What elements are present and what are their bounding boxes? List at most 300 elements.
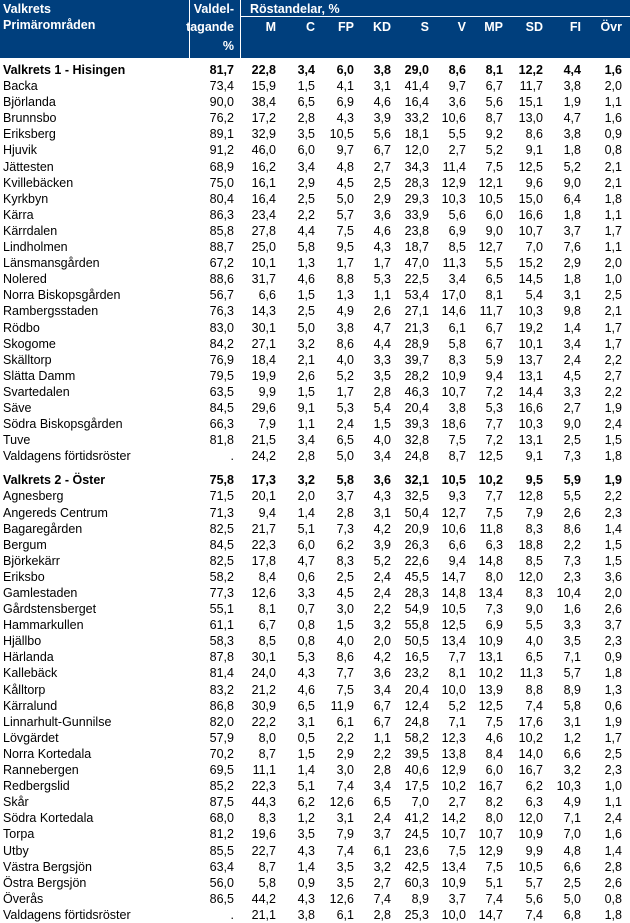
vote-share-value: 6,0 — [336, 63, 354, 77]
vote-share-value: 11,8 — [479, 521, 503, 536]
vote-share-value: 1,5 — [373, 417, 391, 432]
vote-share-value: 5,8 — [258, 875, 276, 890]
vote-share-value: 2,7 — [448, 795, 466, 810]
vote-share-value: 4,5 — [563, 368, 581, 383]
vote-share-value: 4,1 — [336, 79, 354, 94]
vote-share-value: 6,1 — [336, 714, 354, 729]
vote-share-value: 3,1 — [373, 505, 391, 520]
vote-share-value: 6,3 — [525, 795, 543, 810]
vote-share-value: 12,7 — [478, 240, 503, 255]
vote-share-value: 18,7 — [404, 240, 429, 255]
area-name: Hjuvik — [3, 143, 38, 158]
turnout-value: 84,2 — [209, 336, 234, 351]
vote-share-value: 5,6 — [485, 95, 503, 110]
vote-share-value: 18,1 — [404, 127, 429, 142]
vote-share-value: 10,1 — [518, 336, 543, 351]
vote-share-value: 6,1 — [336, 907, 354, 922]
vote-share-value: 10,7 — [441, 827, 466, 842]
vote-shares-title: Röstandelar, % — [250, 2, 340, 16]
vote-share-value: 9,2 — [485, 127, 503, 142]
vote-share-value: 6,7 — [485, 320, 503, 335]
table-row — [0, 633, 630, 649]
vote-share-value: 9,9 — [525, 843, 543, 858]
vote-share-value: 3,4 — [373, 779, 391, 794]
vote-share-value: 6,0 — [297, 537, 315, 552]
vote-share-value: 1,1 — [373, 288, 391, 303]
vote-share-value: 3,6 — [373, 666, 391, 681]
vote-share-value: 9,1 — [525, 449, 543, 464]
vote-share-value: 28,3 — [404, 586, 429, 600]
vote-share-value: 3,6 — [373, 207, 391, 222]
vote-share-value: 6,6 — [563, 746, 581, 761]
vote-share-value: 9,3 — [448, 489, 466, 504]
table-row — [0, 320, 630, 336]
area-name: Södra Biskopsgården — [3, 417, 123, 432]
vote-share-value: 3,4 — [373, 449, 391, 464]
vote-share-value: 9,4 — [485, 368, 503, 383]
vote-share-value: 9,1 — [297, 400, 315, 415]
vote-share-value: 7,0 — [411, 795, 429, 810]
vote-share-value: 30,9 — [251, 698, 276, 713]
vote-share-value: 17,8 — [251, 553, 276, 568]
table-row — [0, 698, 630, 714]
vote-share-value: 8,1 — [258, 602, 276, 617]
vote-share-value: 14,3 — [251, 304, 276, 319]
vote-share-value: 12,5 — [478, 698, 503, 713]
vote-share-value: 3,1 — [373, 79, 391, 94]
vote-share-value: 0,8 — [604, 891, 622, 906]
vote-share-value: 10,2 — [478, 473, 503, 488]
vote-share-value: 2,5 — [297, 191, 315, 206]
party-header: M — [265, 20, 276, 34]
turnout-value: 76,3 — [209, 304, 234, 319]
area-name: Utby — [3, 843, 29, 858]
vote-share-value: 1,7 — [604, 730, 622, 745]
vote-share-value: 8,3 — [336, 553, 354, 568]
vote-share-value: 3,1 — [336, 811, 354, 826]
area-name: Valkrets 2 - Öster — [3, 473, 106, 488]
vote-share-value: 3,5 — [336, 859, 354, 874]
vote-share-value: 1,7 — [336, 384, 354, 399]
turnout-value: 82,5 — [209, 553, 234, 568]
vote-share-value: 42,5 — [404, 859, 429, 874]
vote-share-value: 9,0 — [563, 417, 581, 432]
turnout-value: 87,5 — [209, 795, 234, 810]
vote-share-value: 3,0 — [336, 763, 354, 778]
vote-share-value: 58,2 — [404, 730, 429, 745]
vote-share-value: 7,1 — [448, 714, 466, 729]
vote-share-value: 24,0 — [251, 666, 276, 681]
party-header: MP — [484, 20, 503, 34]
vote-share-value: 15,0 — [518, 191, 543, 206]
party-header: KD — [372, 20, 391, 34]
vote-share-value: 5,2 — [448, 698, 466, 713]
vote-share-value: 22,6 — [404, 553, 429, 568]
vote-share-value: 41,4 — [404, 79, 429, 94]
table-row — [0, 191, 630, 207]
vote-share-value: 1,5 — [604, 537, 622, 552]
party-header: S — [420, 20, 429, 34]
vote-share-value: 7,5 — [485, 714, 503, 729]
vote-share-value: 10,9 — [478, 634, 503, 649]
vote-share-value: 12,9 — [441, 175, 466, 190]
col-turnout-unit: % — [222, 39, 234, 53]
vote-share-value: 3,7 — [373, 827, 391, 842]
turnout-value: 91,2 — [209, 143, 234, 158]
vote-share-value: 4,6 — [373, 95, 391, 110]
vote-share-value: 6,7 — [485, 79, 503, 94]
table-row — [0, 488, 630, 504]
vote-share-value: 7,4 — [485, 891, 503, 906]
turnout-value: 83,2 — [209, 682, 234, 697]
table-row — [0, 400, 630, 416]
area-name: Norra Kortedala — [3, 746, 92, 761]
vote-share-value: 8,5 — [448, 240, 466, 255]
table-row — [0, 448, 630, 464]
vote-share-value: 8,0 — [258, 730, 276, 745]
vote-share-value: 12,3 — [441, 730, 466, 745]
vote-share-value: 24,8 — [404, 714, 429, 729]
vote-share-value: 16,7 — [478, 779, 503, 794]
vote-share-value: 47,0 — [404, 256, 429, 271]
vote-share-value: 3,3 — [563, 384, 581, 399]
vote-share-value: 8,4 — [485, 746, 503, 761]
vote-share-value: 29,6 — [251, 400, 276, 415]
vote-share-value: 13,4 — [478, 586, 503, 600]
area-name: Bagaregården — [3, 521, 83, 536]
table-row — [0, 730, 630, 746]
turnout-value: 81,7 — [209, 63, 234, 77]
vote-share-value: 2,8 — [373, 384, 391, 399]
table-row — [0, 762, 630, 778]
turnout-value: 63,5 — [209, 384, 234, 399]
vote-share-value: 15,9 — [251, 79, 276, 94]
table-row — [0, 665, 630, 681]
vote-share-value: 6,7 — [373, 143, 391, 158]
vote-share-value: 15,1 — [518, 95, 543, 110]
area-name: Nolered — [3, 272, 47, 287]
vote-share-value: 16,2 — [251, 159, 276, 174]
vote-share-value: 7,4 — [336, 843, 354, 858]
vote-share-value: 27,8 — [251, 223, 276, 238]
vote-share-value: 40,6 — [404, 763, 429, 778]
vote-share-value: 13,9 — [478, 682, 503, 697]
vote-share-value: 32,5 — [404, 489, 429, 504]
turnout-value: 90,0 — [209, 95, 234, 110]
turnout-value: 87,8 — [209, 650, 234, 665]
table-row — [0, 110, 630, 126]
table-row — [0, 159, 630, 175]
vote-share-value: 2,8 — [604, 859, 622, 874]
vote-share-value: 18,6 — [441, 417, 466, 432]
vote-share-value: 10,6 — [441, 521, 466, 536]
vote-share-value: 8,3 — [525, 586, 543, 600]
vote-share-value: 16,4 — [251, 191, 276, 206]
vote-share-value: 2,5 — [604, 746, 622, 761]
vote-share-value: 44,2 — [251, 891, 276, 906]
vote-share-value: 6,0 — [485, 763, 503, 778]
area-name: Tuve — [3, 433, 31, 448]
vote-share-value: 5,3 — [297, 650, 315, 665]
vote-share-value: 4,5 — [336, 586, 354, 600]
vote-share-value: 7,9 — [525, 505, 543, 520]
vote-share-value: 16,1 — [251, 175, 276, 190]
vote-share-value: 22,7 — [251, 843, 276, 858]
vote-share-value: 13,4 — [441, 634, 466, 649]
vote-share-value: 2,0 — [604, 79, 622, 94]
area-name: Kvillebäcken — [3, 175, 74, 190]
table-row — [0, 714, 630, 730]
vote-share-value: 28,3 — [404, 175, 429, 190]
vote-share-value: 1,9 — [563, 95, 581, 110]
vote-share-value: 9,4 — [448, 553, 466, 568]
vote-share-value: 7,5 — [448, 843, 466, 858]
vote-share-value: 1,1 — [604, 95, 622, 110]
vote-share-value: 9,7 — [448, 79, 466, 94]
vote-share-value: 1,6 — [604, 827, 622, 842]
table-row — [0, 432, 630, 448]
vote-share-value: 15,2 — [518, 256, 543, 271]
vote-share-value: 31,7 — [251, 272, 276, 287]
table-row — [0, 843, 630, 859]
vote-share-value: 4,4 — [563, 63, 581, 77]
vote-share-value: 39,3 — [404, 417, 429, 432]
vote-share-value: 7,5 — [485, 159, 503, 174]
vote-share-value: 3,7 — [604, 618, 622, 633]
table-row — [0, 287, 630, 303]
vote-share-value: 20,1 — [251, 489, 276, 504]
vote-share-value: 2,3 — [604, 634, 622, 649]
vote-share-value: 2,2 — [336, 730, 354, 745]
vote-share-value: 2,6 — [373, 304, 391, 319]
turnout-value: 56,0 — [209, 875, 234, 890]
vote-share-value: 8,1 — [485, 63, 503, 77]
vote-share-value: 10,2 — [478, 666, 503, 681]
vote-share-value: 22,3 — [251, 537, 276, 552]
turnout-value: 85,5 — [209, 843, 234, 858]
area-name: Lindholmen — [3, 240, 68, 255]
vote-share-value: 18,8 — [518, 537, 543, 552]
vote-share-value: 21,3 — [404, 320, 429, 335]
vote-share-value: 1,0 — [604, 779, 622, 794]
table-row — [0, 175, 630, 191]
vote-share-value: 2,6 — [563, 505, 581, 520]
vote-share-value: 12,5 — [518, 159, 543, 174]
vote-share-value: 12,7 — [441, 505, 466, 520]
vote-share-value: 5,1 — [485, 875, 503, 890]
vote-share-value: 2,7 — [563, 400, 581, 415]
vote-share-value: 5,8 — [448, 336, 466, 351]
area-name: Jättesten — [3, 159, 54, 174]
vote-share-value: 4,8 — [336, 159, 354, 174]
vote-share-value: 17,3 — [251, 473, 276, 488]
area-name: Bergum — [3, 537, 47, 552]
vote-share-value: 8,5 — [258, 634, 276, 649]
vote-share-value: 10,9 — [518, 827, 543, 842]
vote-share-value: 5,9 — [485, 352, 503, 367]
vote-share-value: 9,0 — [525, 602, 543, 617]
area-name: Skogome — [3, 336, 56, 351]
turnout-value: 86,5 — [209, 891, 234, 906]
vote-share-value: 1,6 — [604, 111, 622, 126]
vote-share-value: 2,7 — [373, 159, 391, 174]
vote-share-value: 7,4 — [525, 907, 543, 922]
vote-share-value: 5,5 — [448, 127, 466, 142]
table-row — [0, 810, 630, 826]
vote-share-value: 10,4 — [556, 586, 581, 600]
vote-share-value: 2,4 — [373, 569, 391, 584]
turnout-value: 81,8 — [209, 433, 234, 448]
vote-share-value: 44,3 — [251, 795, 276, 810]
vote-share-value: 10,6 — [441, 111, 466, 126]
vote-share-value: 14,8 — [441, 586, 466, 600]
turnout-value: 85,2 — [209, 779, 234, 794]
vote-share-value: 5,3 — [485, 400, 503, 415]
vote-share-value: 13,1 — [478, 650, 503, 665]
vote-share-value: 2,1 — [297, 352, 315, 367]
vote-share-value: 1,7 — [604, 336, 622, 351]
vote-share-value: 10,3 — [518, 304, 543, 319]
vote-share-value: 7,7 — [485, 489, 503, 504]
turnout-value: 58,2 — [209, 569, 234, 584]
turnout-value: 83,0 — [209, 320, 234, 335]
table-row — [0, 384, 630, 400]
vote-share-value: 19,2 — [518, 320, 543, 335]
vote-share-value: 12,9 — [441, 763, 466, 778]
vote-share-value: 10,5 — [329, 127, 354, 142]
vote-share-value: 1,3 — [336, 288, 354, 303]
turnout-value: 89,1 — [209, 127, 234, 142]
vote-share-value: 1,8 — [563, 207, 581, 222]
vote-share-value: 4,0 — [336, 634, 354, 649]
vote-share-value: 24,5 — [404, 827, 429, 842]
vote-share-value: 4,9 — [336, 304, 354, 319]
vote-share-value: 2,8 — [373, 763, 391, 778]
vote-share-value: 1,4 — [604, 521, 622, 536]
vote-share-value: 3,3 — [373, 352, 391, 367]
vote-share-value: 1,5 — [297, 288, 315, 303]
vote-share-value: 3,8 — [563, 127, 581, 142]
vote-share-value: 32,1 — [404, 473, 429, 488]
party-header: FI — [569, 20, 581, 34]
vote-share-value: 22,3 — [251, 779, 276, 794]
vote-share-value: 3,4 — [373, 682, 391, 697]
vote-share-value: 9,5 — [525, 473, 543, 488]
vote-share-value: 18,4 — [251, 352, 276, 367]
area-name: Gamlestaden — [3, 586, 78, 600]
vote-share-value: 8,0 — [485, 569, 503, 584]
vote-share-value: 50,4 — [404, 505, 429, 520]
vote-share-value: 13,4 — [441, 859, 466, 874]
vote-share-value: 9,4 — [258, 505, 276, 520]
vote-share-value: 10,5 — [441, 473, 466, 488]
vote-share-value: 5,0 — [336, 449, 354, 464]
vote-share-value: 5,2 — [485, 143, 503, 158]
vote-share-value: 6,9 — [485, 618, 503, 633]
area-name: Rambergsstaden — [3, 304, 99, 319]
table-row — [0, 746, 630, 762]
district-total-row — [0, 62, 630, 78]
vote-share-value: 1,8 — [604, 666, 622, 681]
area-name: Kålltorp — [3, 682, 46, 697]
vote-share-value: 19,6 — [251, 827, 276, 842]
vote-share-value: 28,2 — [404, 368, 429, 383]
area-name: Hammarkullen — [3, 618, 84, 633]
vote-share-value: 8,6 — [525, 127, 543, 142]
vote-share-value: 2,6 — [297, 368, 315, 383]
vote-share-value: 7,1 — [563, 811, 581, 826]
area-name: Björkekärr — [3, 553, 60, 568]
vote-share-value: 25,3 — [404, 907, 429, 922]
area-name: Slätta Damm — [3, 368, 76, 383]
vote-share-value: 3,0 — [336, 602, 354, 617]
vote-share-value: 1,9 — [604, 473, 622, 488]
vote-share-value: 46,3 — [404, 384, 429, 399]
vote-share-value: 2,8 — [297, 449, 315, 464]
vote-share-value: 10,1 — [251, 256, 276, 271]
turnout-value: 63,4 — [209, 859, 234, 874]
vote-share-value: 53,4 — [404, 288, 429, 303]
vote-share-value: 3,7 — [336, 489, 354, 504]
vote-share-value: 3,6 — [448, 95, 466, 110]
table-row — [0, 239, 630, 255]
vote-share-value: 4,7 — [297, 553, 315, 568]
vote-share-value: 7,3 — [563, 553, 581, 568]
vote-share-value: 3,2 — [563, 763, 581, 778]
vote-share-value: 4,9 — [563, 795, 581, 810]
vote-share-value: 8,3 — [258, 811, 276, 826]
vote-share-value: 10,0 — [441, 682, 466, 697]
vote-share-value: 3,5 — [563, 634, 581, 649]
table-row — [0, 336, 630, 352]
vote-share-value: 10,3 — [518, 417, 543, 432]
vote-share-value: 5,5 — [485, 256, 503, 271]
area-name: Valdagens förtidsröster — [3, 907, 131, 922]
vote-share-value: 1,7 — [604, 223, 622, 238]
vote-share-value: 1,2 — [563, 730, 581, 745]
vote-share-value: 4,6 — [297, 682, 315, 697]
vote-share-value: 3,4 — [297, 159, 315, 174]
vote-share-value: 7,0 — [525, 240, 543, 255]
vote-share-value: 29,3 — [404, 191, 429, 206]
turnout-value: 56,7 — [209, 288, 234, 303]
vote-share-value: 21,2 — [251, 682, 276, 697]
header-divider — [240, 0, 241, 58]
vote-share-value: 5,3 — [373, 272, 391, 287]
vote-share-value: 5,5 — [563, 489, 581, 504]
area-name: Rödbo — [3, 320, 40, 335]
vote-share-value: 20,4 — [404, 682, 429, 697]
vote-share-value: 5,8 — [336, 473, 354, 488]
vote-share-value: 13,8 — [441, 746, 466, 761]
vote-share-value: 14,5 — [518, 272, 543, 287]
vote-share-value: 4,3 — [297, 666, 315, 681]
turnout-value: 84,5 — [209, 537, 234, 552]
vote-share-value: 8,9 — [411, 891, 429, 906]
vote-share-value: 6,5 — [485, 272, 503, 287]
turnout-value: 84,5 — [209, 400, 234, 415]
vote-share-value: 2,5 — [336, 569, 354, 584]
vote-share-value: 2,9 — [373, 191, 391, 206]
turnout-value: . — [230, 907, 234, 922]
vote-share-value: 11,3 — [519, 666, 543, 681]
area-name: Redbergslid — [3, 779, 70, 794]
vote-share-value: 1,5 — [297, 79, 315, 94]
vote-share-value: 10,0 — [441, 907, 466, 922]
vote-share-value: 2,0 — [373, 634, 391, 649]
vote-share-value: 5,0 — [336, 191, 354, 206]
vote-share-value: 2,1 — [604, 304, 622, 319]
